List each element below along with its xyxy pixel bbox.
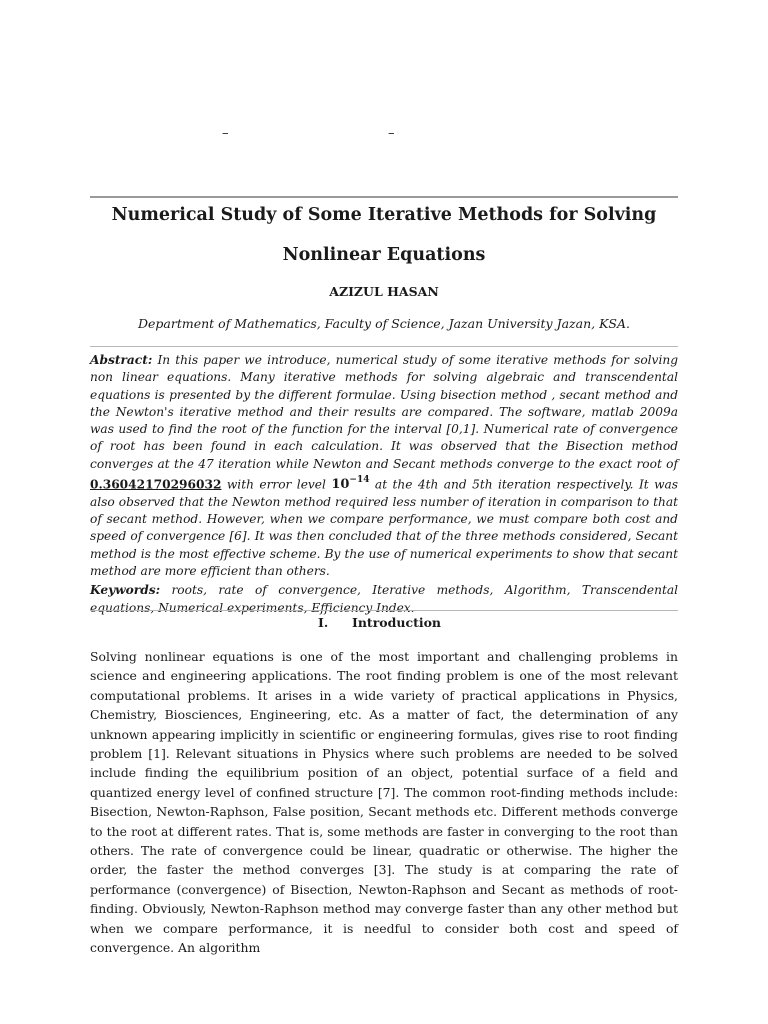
error-exponent: −14: [349, 475, 370, 486]
abstract-text-part-2: with error level: [226, 477, 326, 492]
section-title: Introduction: [352, 615, 442, 630]
abstract-section: [90, 346, 678, 617]
section-heading: [318, 615, 441, 631]
error-level: [331, 477, 369, 492]
author-affiliation: Department of Mathematics, Faculty of Science, Jazan University Jazan, KSA.: [138, 316, 630, 331]
section-number: I.: [318, 615, 329, 630]
error-base: 10: [331, 477, 350, 493]
keywords-text: roots, rate of convergence, Iterative methods, Algorithm, Transcendental equations, Numerical experiments, Efficiency Index.: [90, 583, 679, 616]
author-name: AZIZUL HASAN: [329, 284, 439, 299]
header-dash-left: –: [222, 126, 229, 141]
abstract-text-part-3: at the 4th and 5th iteration respectively. It was also observed that the Newton method required less number of iteration in comparison to that of secant method. However, when we compare performance, we must compare both cost and speed of convergence [6]. It was then concluded that of the three methods considered, Secant method is the most effective scheme. By the use of numerical experiments to show that secant method are more efficient than others.: [90, 477, 679, 578]
paper-title-line-1: Numerical Study of Some Iterative Methods for Solving: [111, 205, 657, 225]
section-divider: [90, 610, 678, 611]
root-value: 0.36042170296032: [90, 477, 222, 492]
header-dash-right: –: [388, 126, 395, 141]
paper-title-line-2: Nonlinear Equations: [282, 245, 486, 265]
abstract-paragraph: [90, 352, 678, 580]
keywords-label: Keywords:: [90, 583, 161, 598]
top-divider: [90, 196, 678, 198]
abstract-text-part-1: In this paper we introduce, numerical study of some iterative methods for solving non linear equations. Many iterative methods for solving algebraic and transcendental equations is presented by the different formulae. Using bisection method , secant method and the Newton's iterative method and their results are compared. The software, matlab 2009a was used to find the root of the function for the interval [0,1]. Numerical rate of convergence of root has been found in each calculation. It was observed that the Bisection method converges at the 47 iteration while Newton and Secant methods converge to the exact root of: [90, 353, 678, 471]
keywords-paragraph: [90, 581, 678, 617]
introduction-paragraph: Solving nonlinear equations is one of the most important and challenging problems in science and engineering applications. The root finding problem is one of the most relevant computational problems. It arises in a wide variety of practical applications in Physics, Chemistry, Biosciences, Engineering, etc. As a matter of fact, the determination of any unknown appearing implicitly in scientific or engineering formulas, gives rise to root finding problem [1]. Relevant situations in Physics where such problems are needed to be solved include finding the equilibrium position of an object, potential surface of a field and quantized energy level of confined structure [7]. The common root-finding methods include: Bisection, Newton-Raphson, False position, Secant methods etc. Different methods converge to the root at different rates. That is, some methods are faster in converging to the root than others. The rate of convergence could be linear, quadratic or otherwise. The higher the order, the faster the method converges [3]. The study is at comparing the rate of performance (convergence) of Bisection, Newton-Raphson and Secant as methods of root-finding. Obviously, Newton-Raphson method may converge faster than any other method but when we compare performance, it is needful to consider both cost and speed of convergence. An algorithm: [90, 649, 678, 956]
abstract-label: Abstract:: [90, 353, 153, 367]
